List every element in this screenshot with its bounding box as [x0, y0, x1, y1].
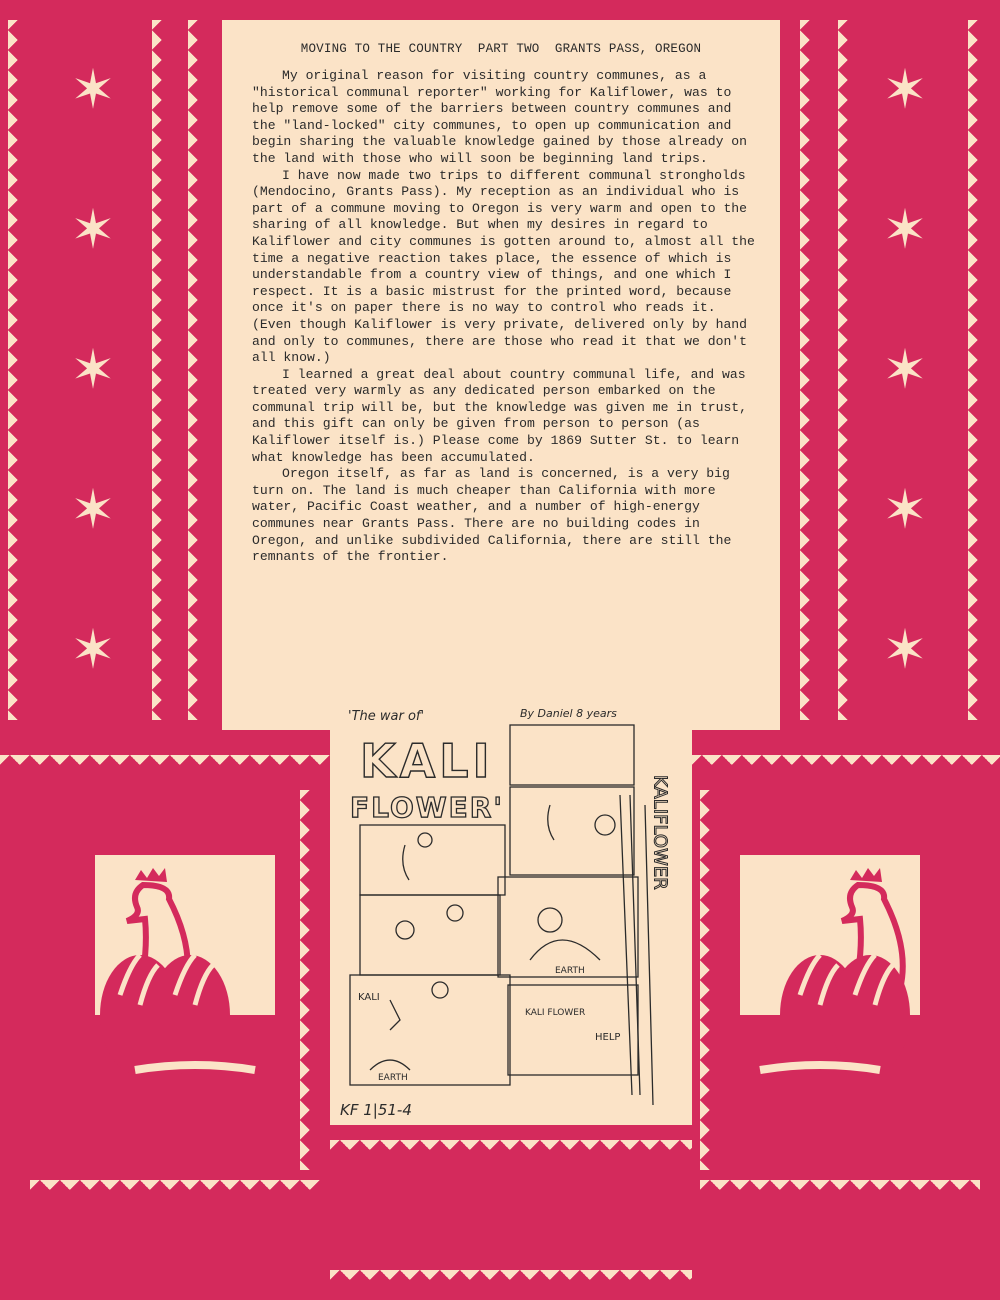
- comic-label-earth: EARTH: [555, 966, 585, 976]
- comic-svg: [330, 695, 692, 1125]
- triangle-border-right-a: [800, 20, 820, 720]
- triangle-border-right-c: [968, 20, 988, 720]
- star-icon: ✶: [70, 338, 116, 401]
- triangle-border-lower-left: [30, 1180, 320, 1200]
- article-title: MOVING TO THE COUNTRY PART TWO GRANTS PASS, OREGON: [300, 42, 702, 56]
- comic-frame: [360, 895, 500, 975]
- article-paragraph-2: I have now made two trips to different communal strongholds (Mendocino, Grants Pass). My reception as an individual who is part of a commune moving to Oregon is very warm and open to the sharing of all knowledge. But when my desires in regard to Kaliflower and city communes is gotten around to, almost all the time a negative reaction takes place, the essence of which is understandable from a country view of things, and one which I respect. It is a basic mistrust for the printed word, because once it's on paper there is no way to control who reads it. (Even though Kaliflower is very private, delivered only by hand and only to communes, there are those who read it that we don't all know.): [252, 167, 755, 366]
- triangle-border-left-b: [152, 20, 172, 720]
- star-icon: ✶: [70, 58, 116, 121]
- bottom-center-panel: [400, 1190, 620, 1250]
- hen-illustration-left: [95, 855, 275, 1085]
- star-column-left-1: [58, 20, 128, 720]
- star-icon: ✶: [882, 338, 928, 401]
- hen-illustration-right: [740, 855, 920, 1085]
- comic-label-kali-flower: KALI FLOWER: [525, 1008, 586, 1018]
- star-icon: ✶: [882, 58, 928, 121]
- comic-label-earth-2: EARTH: [378, 1073, 408, 1083]
- triangle-border-bottom-left-col: [300, 790, 320, 1170]
- article-paragraph-3: I learned a great deal about country communal life, and was treated very warmly as any dedicated person embarked on the communal trip will be, but the knowledge was given me in trust, and this gift can only be given from person to person (as Kaliflower itself is.) Please come by 1869 Sutter St. to learn what knowledge has been accumulated.: [252, 366, 748, 465]
- hen-right-svg: [740, 855, 920, 1085]
- comic-footer: KF 1|51-4: [340, 1101, 412, 1119]
- triangle-border-bottom-right-col: [700, 790, 720, 1170]
- star-column-right-1: [870, 20, 940, 720]
- triangle-border-left-a: [8, 20, 28, 720]
- article-body: [252, 68, 758, 566]
- star-icon: ✶: [70, 618, 116, 681]
- triangle-border-bottom-right: [692, 755, 1000, 775]
- triangle-border-footer: [330, 1140, 692, 1160]
- comic-frame: [360, 825, 505, 895]
- comic-caption-top: 'The war of': [348, 709, 425, 724]
- star-icon: ✶: [70, 478, 116, 541]
- star-icon: ✶: [70, 198, 116, 261]
- comic-frame: [498, 877, 638, 977]
- comic-frame: [508, 985, 638, 1075]
- comic-byline: By Daniel 8 years: [520, 707, 617, 720]
- triangle-border-lower-right: [700, 1180, 980, 1200]
- comic-side-text: KALIFLOWER: [649, 775, 671, 890]
- comic-drawing: [330, 695, 692, 1125]
- article-paragraph-4: Oregon itself, as far as land is concerned, is a very big turn on. The land is much cheaper than California with more water, Pacific Coast weather, and a number of high-energy communes near Grants Pass. There are no building codes in Oregon, and unlike subdivided California, there are still the remnants of the frontier.: [252, 466, 732, 565]
- top-decor-band: [222, 0, 780, 20]
- comic-label-help: HELP: [595, 1032, 621, 1043]
- triangle-border-footer-2: [330, 1270, 692, 1290]
- comic-frame: [510, 787, 634, 875]
- article-panel: [222, 20, 780, 730]
- hen-left-svg: [95, 855, 275, 1085]
- triangle-border-left-c: [188, 20, 208, 720]
- star-icon: ✶: [882, 478, 928, 541]
- comic-frame: [510, 725, 634, 785]
- star-icon: ✶: [882, 618, 928, 681]
- star-icon: ✶: [882, 198, 928, 261]
- triangle-border-bottom-left: [0, 755, 330, 775]
- comic-label-kali: KALI: [358, 992, 380, 1003]
- comic-title-kali: KALI: [360, 734, 494, 788]
- comic-title-flower: FLOWER': [350, 791, 504, 824]
- triangle-border-right-b: [838, 20, 858, 720]
- article-paragraph-1: My original reason for visiting country communes, as a "historical communal reporter" working for Kaliflower, was to help remove some of the barriers between country communes and the "land-locked" city communes, to open up communication and begin sharing the valuable knowledge gained by those already on the land with those who will soon be beginning land trips.: [252, 68, 748, 166]
